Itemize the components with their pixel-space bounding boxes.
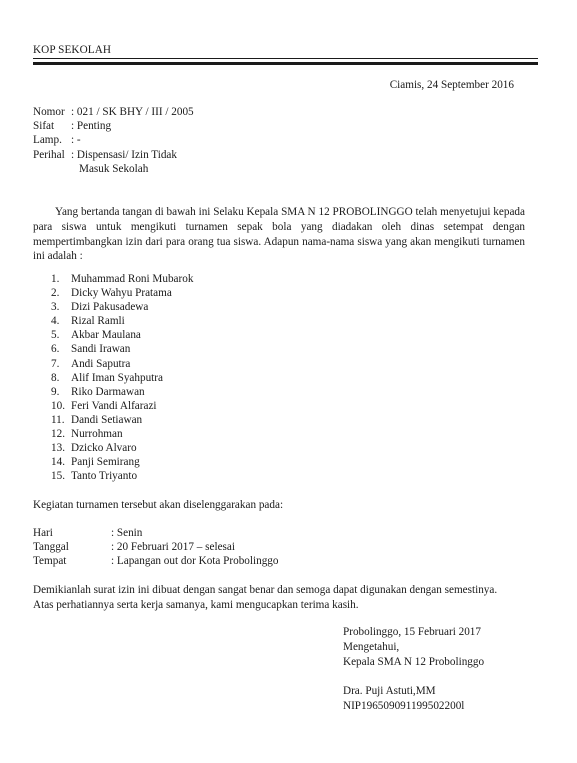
event-details [33,526,278,569]
detail-label: Hari [33,527,53,539]
detail-row-hari [33,526,278,540]
meta-row-perihal-cont [33,162,194,176]
letter-date: Ciamis, 24 September 2016 [389,79,514,91]
list-item-number: 11. [51,413,65,426]
list-item [51,272,193,286]
list-item [51,357,193,371]
detail-row-tanggal [33,540,278,554]
list-item-name: Andi Saputra [71,357,131,370]
list-item-number: 14. [51,456,65,469]
detail-label: Tempat [33,555,67,568]
detail-label: Tanggal [33,541,69,554]
list-item [51,371,193,385]
meta-label: Perihal [33,148,65,161]
detail-value: : Senin [111,527,143,539]
list-item-name: Alif Iman Syahputra [71,371,163,384]
list-item-name: Muhammad Roni Mubarok [71,273,194,285]
list-item-number: 3. [51,301,60,314]
meta-row-sifat [33,119,194,133]
meta-row-lamp [33,133,194,147]
list-item-name: Tanto Triyanto [71,470,138,483]
list-item-name: Feri Vandi Alfarazi [71,399,157,412]
meta-row-nomor [33,105,194,119]
meta-value: : - [71,134,81,147]
list-item-name: Dzicko Alvaro [71,442,137,455]
list-item-number: 12. [51,428,65,441]
meta-label: Lamp. [33,134,62,147]
event-intro: Kegiatan turnamen tersebut akan diselenggarakan pada: [33,499,284,511]
detail-row-tempat [33,554,278,568]
list-item [51,427,193,441]
list-item [51,455,193,469]
letter-meta [33,105,194,176]
letterhead-rule-thick [33,62,538,65]
signature-mengetahui: Mengetahui, [343,641,400,654]
meta-value: Masuk Sekolah [79,162,149,175]
list-item [51,286,193,300]
list-item-number: 5. [51,329,60,342]
list-item [51,469,193,483]
signature-block [343,625,484,714]
signature-place-date: Probolinggo, 15 Februari 2017 [343,626,481,638]
list-item-name: Panji Semirang [71,456,140,469]
signature-nip: NIP196509091199502200l [343,699,465,712]
letterhead-rule-thin [33,58,538,59]
list-item-name: Dizi Pakusadewa [71,301,149,314]
list-item [51,441,193,455]
closing-paragraph [33,583,538,613]
list-item-number: 4. [51,315,60,328]
student-list [51,272,193,483]
closing-line: Atas perhatiannya serta kerja samanya, kami mengucapkan terima kasih. [33,598,359,611]
signature-name: Dra. Puji Astuti,MM [343,684,436,697]
list-item-number: 9. [51,385,60,398]
list-item [51,385,193,399]
list-item-number: 2. [51,287,60,300]
list-item-name: Dicky Wahyu Pratama [71,287,172,300]
list-item [51,399,193,413]
meta-label: Sifat [33,120,55,133]
list-item-number: 1. [51,273,60,285]
detail-value: : 20 Februari 2017 – selesai [111,541,235,554]
meta-label: Nomor [33,106,65,118]
meta-row-perihal [33,148,194,162]
list-item-number: 8. [51,371,60,384]
list-item-name: Rizal Ramli [71,315,125,328]
list-item [51,300,193,314]
list-item-number: 10. [51,399,65,412]
letter-page [33,0,538,763]
detail-value: : Lapangan out dor Kota Probolinggo [111,555,279,568]
list-item [51,413,193,427]
list-item-name: Akbar Maulana [71,329,141,342]
signature-position: Kepala SMA N 12 Probolinggo [343,656,485,669]
meta-value: : Penting [71,120,112,133]
meta-value: : Dispensasi/ Izin Tidak [71,148,177,161]
list-item-number: 7. [51,357,60,370]
signature-space [343,671,484,684]
letterhead-title: KOP SEKOLAH [33,44,112,56]
list-item [51,328,193,342]
meta-label [33,162,79,176]
list-item [51,342,193,356]
closing-line: Demikianlah surat izin ini dibuat dengan sangat benar dan semoga dapat digunakan dengan semestinya. [33,584,498,596]
list-item-name: Riko Darmawan [71,385,145,398]
list-item [51,314,193,328]
meta-value: : 021 / SK BHY / III / 2005 [71,106,194,118]
list-item-number: 6. [51,343,60,356]
list-item-name: Dandi Setiawan [71,413,143,426]
list-item-name: Sandi Irawan [71,343,131,356]
list-item-number: 15. [51,470,65,483]
list-item-number: 13. [51,442,65,455]
body-paragraph: Yang bertanda tangan di bawah ini Selaku Kepala SMA N 12 PROBOLINGGO telah menyetujui kepada para siswa untuk mengikuti turnamen sepak bola yang diadakan oleh dinas setempat dengan mempertimbangkan izin dari para orang tua siswa. Adapun nama-nama siswa yang akan mengikuti turnamen ini adalah : [33,206,525,263]
list-item-name: Nurrohman [71,428,123,441]
